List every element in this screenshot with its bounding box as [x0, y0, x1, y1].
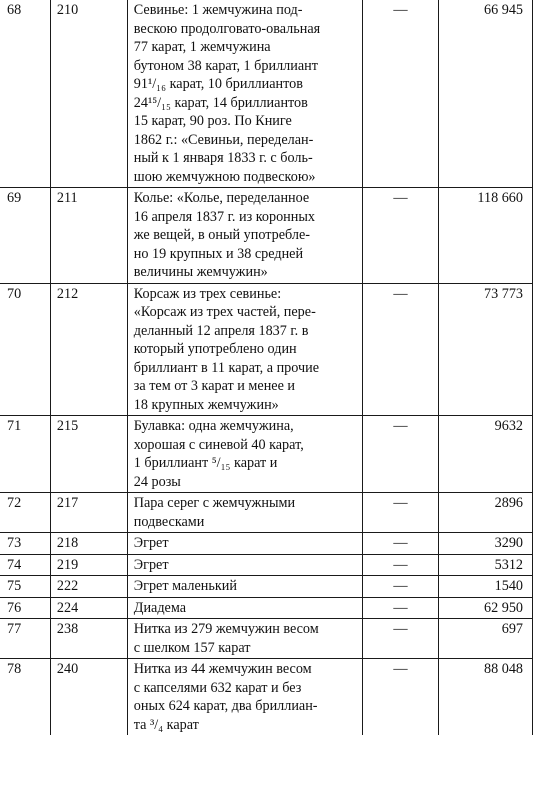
- dash-cell: —: [362, 576, 439, 598]
- inventory-number: 210: [50, 0, 127, 188]
- row-number: 75: [0, 576, 50, 598]
- row-number: 73: [0, 533, 50, 555]
- inventory-number: 240: [50, 659, 127, 736]
- table-row: [0, 0, 533, 188]
- table-row: [0, 554, 533, 576]
- dash-cell: —: [362, 493, 439, 533]
- row-number: 72: [0, 493, 50, 533]
- row-number: 74: [0, 554, 50, 576]
- item-description: Корсаж из трех севинье: «Корсаж из трех частей, пере- деланный 12 апреля 1837 г. в который употреблено один бриллиант в 11 карат, а прочие за тем от 3 карат и менее и 18 крупных жемчужин»: [127, 283, 362, 416]
- dash-cell: —: [362, 188, 439, 284]
- row-number: 69: [0, 188, 50, 284]
- item-description: Севинье: 1 жемчужина под- вескою продолговато-овальная 77 карат, 1 жемчужина бутоном 38 карат, 1 бриллиант 91¹/₁₆ карат, 10 бриллиантов 24¹⁵/₁₅ карат, 14 бриллиантов 15 карат, 90 роз. По Книге 1862 г.: «Севиньи, переделан- ный к 1 января 1833 г. с боль- шою жемчужною подвескою»: [127, 0, 362, 188]
- inventory-number: 217: [50, 493, 127, 533]
- row-number: 76: [0, 597, 50, 619]
- inventory-number: 224: [50, 597, 127, 619]
- inventory-number: 238: [50, 619, 127, 659]
- item-description: Диадема: [127, 597, 362, 619]
- item-value: 5312: [439, 554, 533, 576]
- item-description: Нитка из 44 жемчужин весом с капселями 632 карат и без оных 624 карат, два бриллиан- та ³/₄ карат: [127, 659, 362, 736]
- item-description: Пара серег с жемчужными подвесками: [127, 493, 362, 533]
- item-description: Нитка из 279 жемчужин весом с шелком 157 карат: [127, 619, 362, 659]
- item-value: 9632: [439, 416, 533, 493]
- dash-cell: —: [362, 416, 439, 493]
- inventory-number: 212: [50, 283, 127, 416]
- item-value: 118 660: [439, 188, 533, 284]
- table-row: [0, 533, 533, 555]
- item-value: 2896: [439, 493, 533, 533]
- item-description: Эгрет: [127, 554, 362, 576]
- row-number: 68: [0, 0, 50, 188]
- dash-cell: —: [362, 597, 439, 619]
- dash-cell: —: [362, 0, 439, 188]
- row-number: 70: [0, 283, 50, 416]
- item-value: 3290: [439, 533, 533, 555]
- table-row: [0, 188, 533, 284]
- row-number: 71: [0, 416, 50, 493]
- row-number: 77: [0, 619, 50, 659]
- dash-cell: —: [362, 533, 439, 555]
- inventory-number: 215: [50, 416, 127, 493]
- dash-cell: —: [362, 619, 439, 659]
- table-row: [0, 597, 533, 619]
- item-value: 697: [439, 619, 533, 659]
- table-row: [0, 659, 533, 736]
- table-row: [0, 283, 533, 416]
- item-value: 88 048: [439, 659, 533, 736]
- item-description: Эгрет: [127, 533, 362, 555]
- item-value: 66 945: [439, 0, 533, 188]
- dash-cell: —: [362, 283, 439, 416]
- inventory-number: 218: [50, 533, 127, 555]
- table-row: [0, 416, 533, 493]
- table-row: [0, 493, 533, 533]
- item-description: Булавка: одна жемчужина, хорошая с синевой 40 карат, 1 бриллиант ⁵/₁₅ карат и 24 розы: [127, 416, 362, 493]
- item-value: 1540: [439, 576, 533, 598]
- table-row: [0, 576, 533, 598]
- item-description: Эгрет маленький: [127, 576, 362, 598]
- dash-cell: —: [362, 554, 439, 576]
- item-value: 62 950: [439, 597, 533, 619]
- dash-cell: —: [362, 659, 439, 736]
- table-row: [0, 619, 533, 659]
- inventory-number: 211: [50, 188, 127, 284]
- inventory-number: 222: [50, 576, 127, 598]
- item-description: Колье: «Колье, переделанное 16 апреля 1837 г. из коронных же вещей, в оный употребле- но 19 крупных и 38 средней величины жемчужин»: [127, 188, 362, 284]
- row-number: 78: [0, 659, 50, 736]
- inventory-number: 219: [50, 554, 127, 576]
- item-value: 73 773: [439, 283, 533, 416]
